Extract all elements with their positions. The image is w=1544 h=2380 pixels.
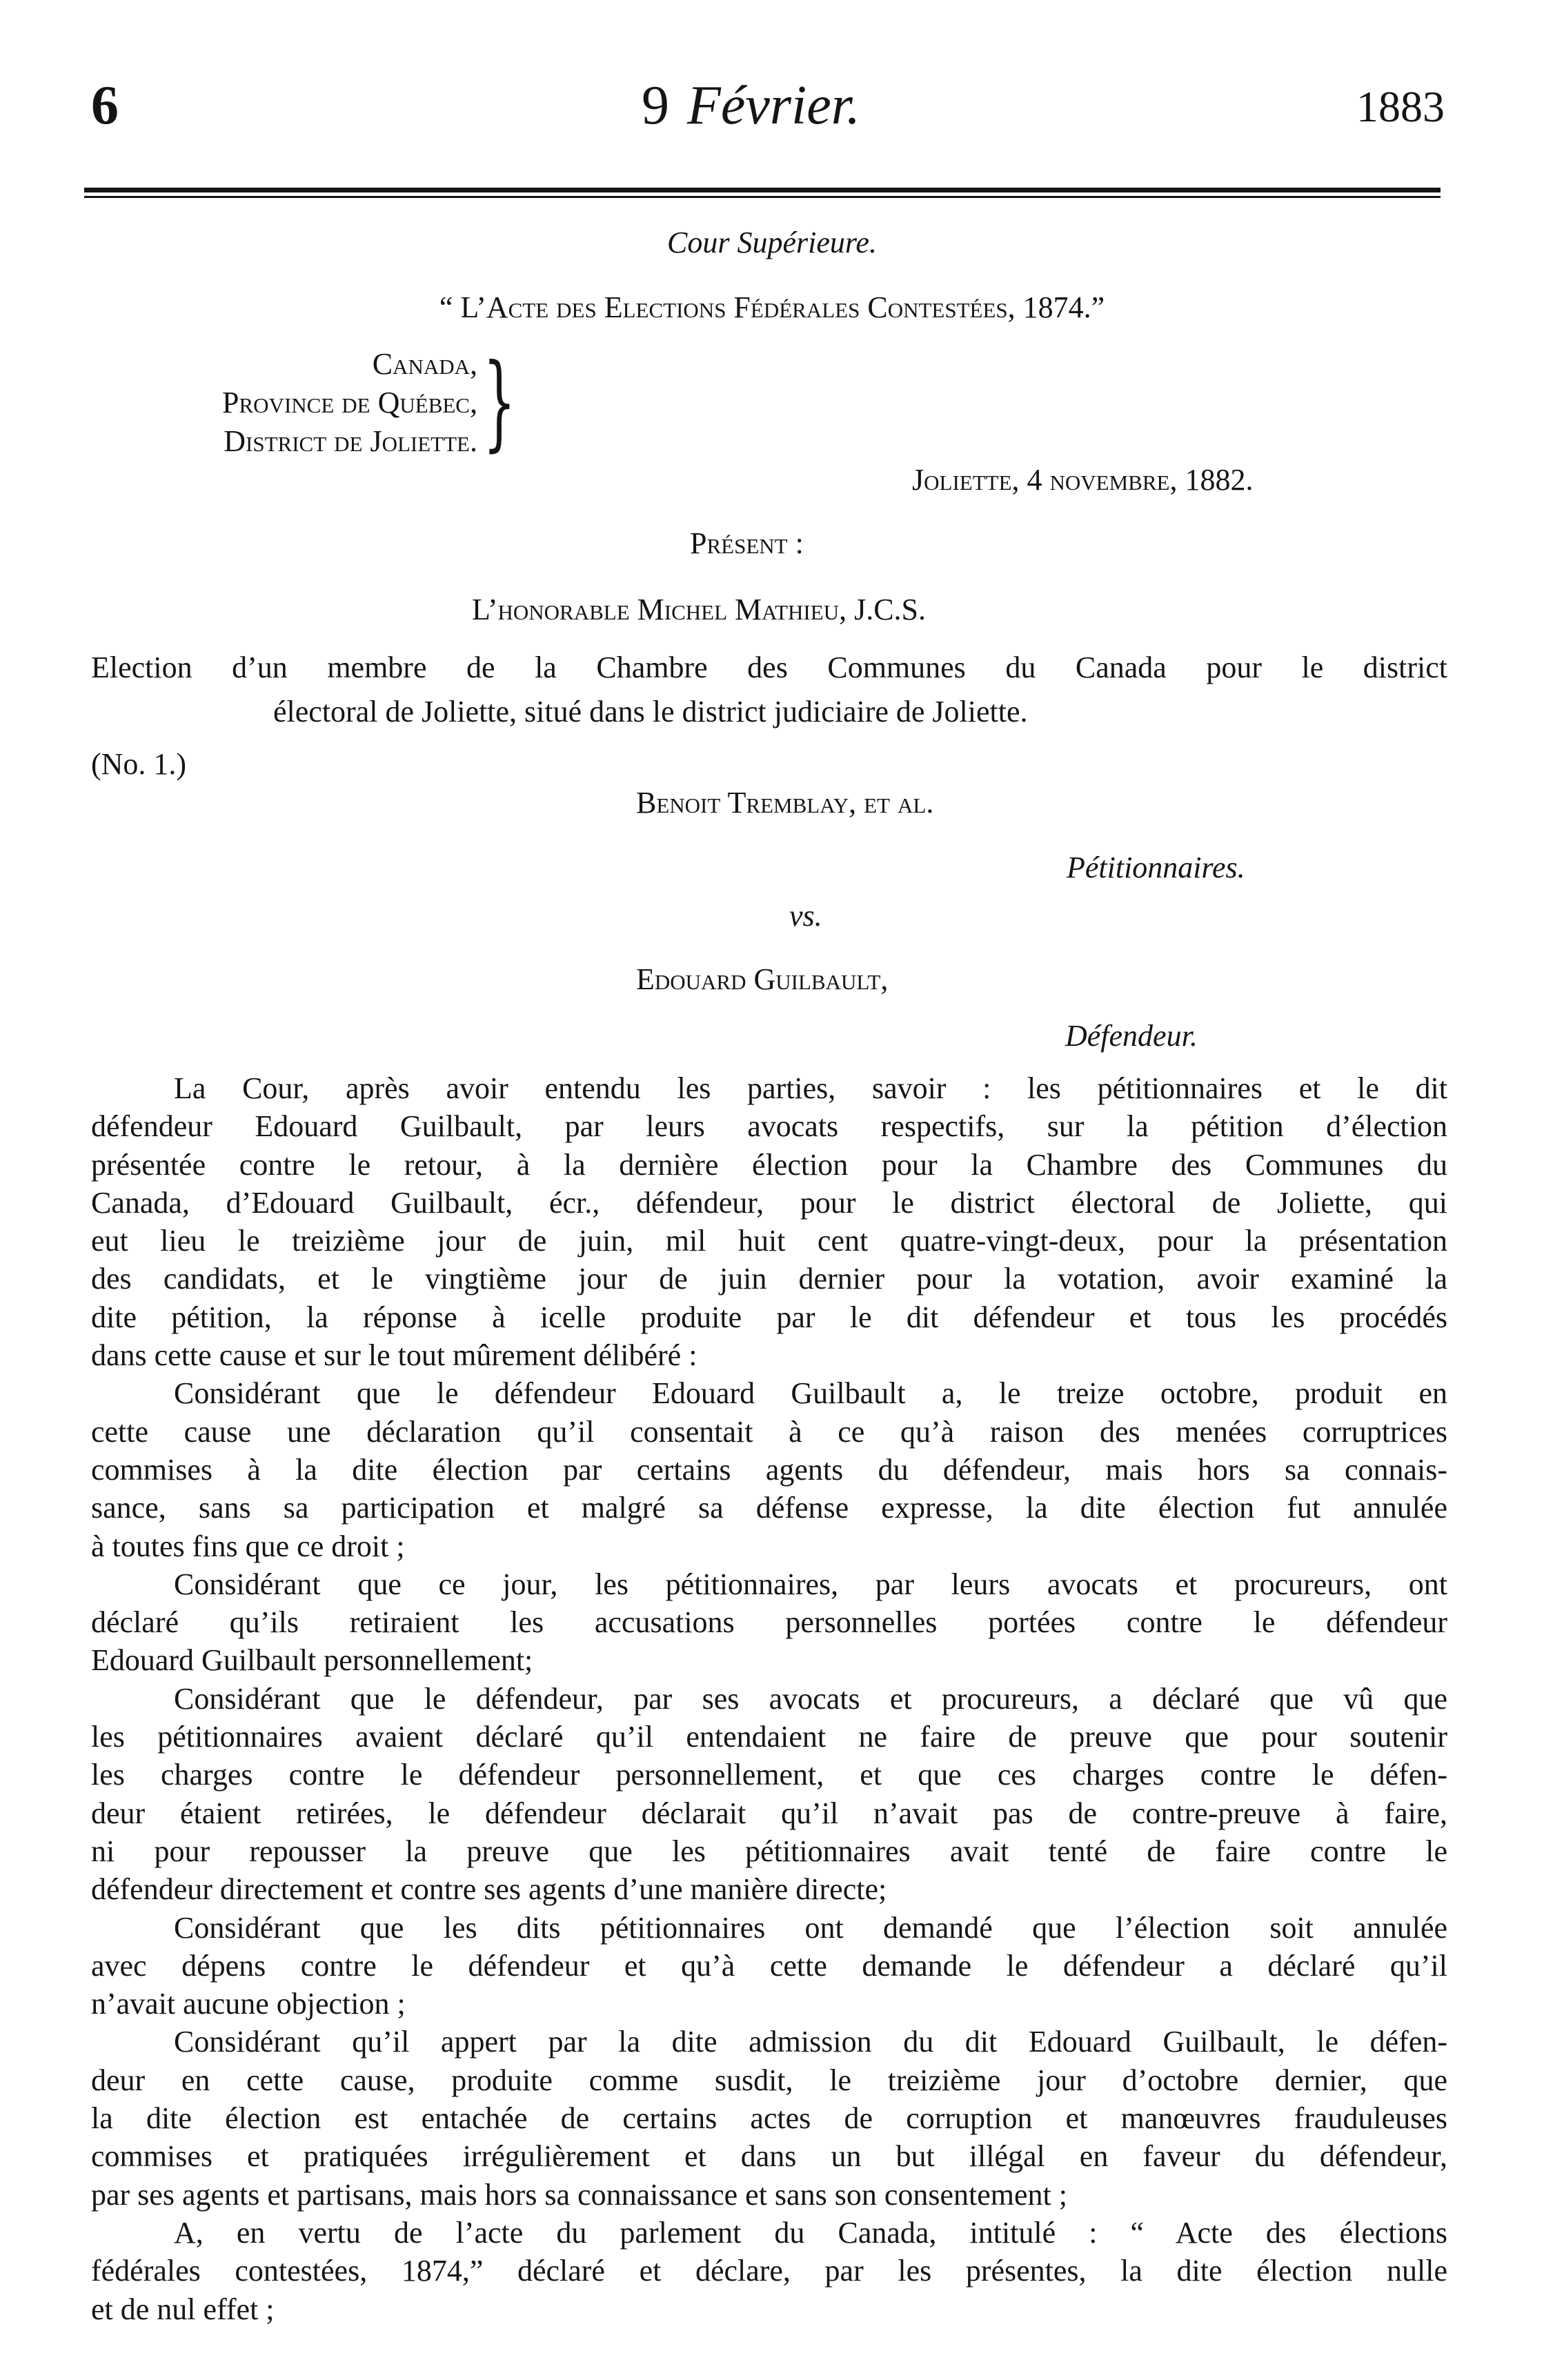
body-line: deur en cette cause, produite comme susdit, le treizième jour d’octobre dernier, que [91, 2063, 1447, 2097]
brace-symbol: } [483, 342, 516, 462]
petitioner-role: Pétitionnaires. [1067, 851, 1245, 884]
case-number: (No. 1.) [91, 747, 187, 781]
defendant-role: Défendeur. [1065, 1019, 1198, 1053]
body-line: sance, sans sa participation et malgré sa défense expresse, la dite élection fut annulée [91, 1491, 1447, 1525]
body-line: dans cette cause et sur le tout mûrement délibéré : [91, 1338, 697, 1373]
election-description-line1: Election d’un membre de la Chambre des Communes du Canada pour le district [91, 651, 1447, 684]
act-title: “ L’Acte des Elections Fédérales Contestées, 1874.” [439, 290, 1105, 324]
body-line: deur étaient retirées, le défendeur déclarait qu’il n’avait pas de contre-preuve à faire, [91, 1796, 1447, 1830]
body-line: avec dépens contre le défendeur et qu’à cette demande le défendeur a déclaré qu’il [91, 1948, 1447, 1983]
body-line: cette cause une déclaration qu’il consentait à ce qu’à raison des menées corruptrices [91, 1414, 1447, 1449]
body-line: commises et pratiquées irrégulièrement et dans un but illégal en faveur du défendeur, [91, 2139, 1447, 2174]
body-line: la dite élection est entachée de certains actes de corruption et manœuvres frauduleuses [91, 2101, 1447, 2136]
jurisdiction-block [91, 345, 477, 461]
body-line: Considérant que les dits pétitionnaires ont demandé que l’élection soit annulée [174, 1910, 1447, 1945]
body-line: dite pétition, la réponse à icelle produite par le dit défendeur et tous les procédés [91, 1300, 1447, 1334]
page-date [642, 75, 860, 137]
jurisdiction-country: Canada, [372, 347, 477, 381]
body-line: et de nul effet ; [91, 2292, 275, 2326]
page-year: 1883 [1356, 82, 1445, 131]
date-month: Février. [687, 75, 861, 136]
jurisdiction-district: District de Joliette. [224, 424, 477, 458]
defendant-name: Edouard Guilbault, [636, 962, 889, 996]
body-line: Edouard Guilbault personnellement; [91, 1643, 533, 1678]
versus: vs. [789, 899, 822, 933]
present-label: Présent : [690, 526, 804, 560]
election-description-line2: électoral de Joliette, situé dans le district judiciaire de Joliette. [273, 695, 1028, 728]
judgment-body [91, 1069, 1447, 2328]
body-line: ni pour repousser la preuve que les pétitionnaires avait tenté de faire contre le [91, 1834, 1447, 1868]
body-line: par ses agents et partisans, mais hors sa connaissance et sans son consentement ; [91, 2177, 1067, 2212]
header-rule [84, 188, 1441, 192]
body-line: défendeur Edouard Guilbault, par leurs avocats respectifs, sur la pétition d’élection [91, 1109, 1447, 1144]
body-line: déclaré qu’ils retiraient les accusations personnelles portées contre le défendeur [91, 1605, 1447, 1640]
body-line: Canada, d’Edouard Guilbault, écr., défendeur, pour le district électoral de Joliette, qui [91, 1185, 1447, 1220]
header-rule-thin [84, 196, 1441, 198]
page-number: 6 [91, 75, 119, 136]
body-line: commises à la dite élection par certains agents du défendeur, mais hors sa connais- [91, 1452, 1447, 1487]
petitioner-name: Benoit Tremblay, et al. [636, 786, 934, 820]
body-line: fédérales contestées, 1874,” déclaré et déclare, par les présentes, la dite élection nulle [91, 2254, 1447, 2288]
court-name: Cour Supérieure. [667, 226, 877, 259]
body-line: La Cour, après avoir entendu les parties, savoir : les pétitionnaires et le dit [174, 1071, 1447, 1105]
body-line: les charges contre le défendeur personnellement, et que ces charges contre le défen- [91, 1758, 1447, 1792]
body-line: Considérant que ce jour, les pétitionnaires, par leurs avocats et procureurs, ont [174, 1567, 1447, 1601]
place-date: Joliette, 4 novembre, 1882. [912, 463, 1254, 497]
body-line: n’avait aucune objection ; [91, 1987, 406, 2021]
judge-name: L’honorable Michel Mathieu, J.C.S. [472, 593, 927, 626]
body-line: Considérant que le défendeur, par ses avocats et procureurs, a déclaré que vû que [174, 1681, 1447, 1716]
body-line: A, en vertu de l’acte du parlement du Canada, intitulé : “ Acte des élections [174, 2215, 1447, 2250]
body-line: eut lieu le treizième jour de juin, mil huit cent quatre-vingt-deux, pour la présentation [91, 1224, 1447, 1258]
body-line: Considérant qu’il appert par la dite admission du dit Edouard Guilbault, le défen- [174, 2025, 1447, 2059]
body-line: à toutes fins que ce droit ; [91, 1529, 405, 1563]
body-line: défendeur directement et contre ses agents d’une manière directe; [91, 1872, 887, 1907]
body-line: des candidats, et le vingtième jour de juin dernier pour la votation, avoir examiné la [91, 1262, 1447, 1296]
date-day: 9 [642, 75, 669, 136]
body-line: Considérant que le défendeur Edouard Guilbault a, le treize octobre, produit en [174, 1376, 1447, 1411]
jurisdiction-province: Province de Québec, [222, 386, 477, 419]
body-line: présentée contre le retour, à la dernière élection pour la Chambre des Communes du [91, 1147, 1447, 1182]
body-line: les pétitionnaires avaient déclaré qu’il entendaient ne faire de preuve que pour soutenir [91, 1720, 1447, 1754]
